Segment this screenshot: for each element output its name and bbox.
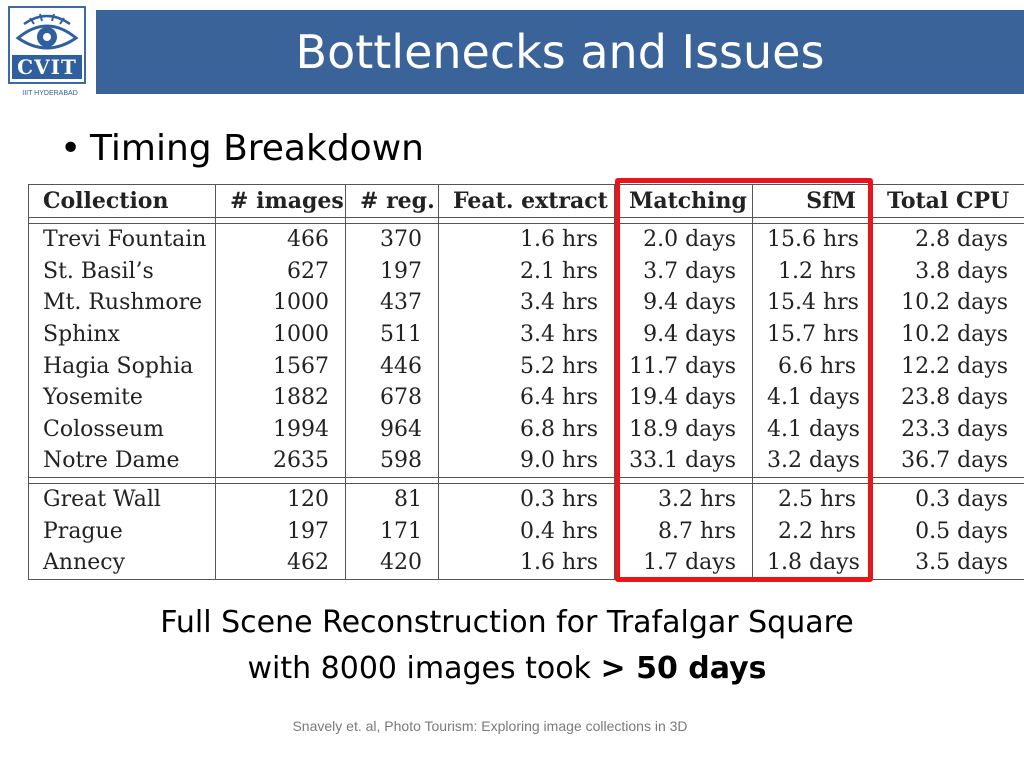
table-cell: 437 xyxy=(346,287,439,319)
collection-name-cell: Colosseum xyxy=(29,414,216,446)
collection-name-cell: St. Basil’s xyxy=(29,256,216,288)
table-row xyxy=(29,287,1024,319)
cvit-logo xyxy=(4,6,88,97)
table-cell: 19.4 days xyxy=(615,382,753,414)
table-cell: 15.7 hrs xyxy=(753,319,873,351)
table-body xyxy=(29,218,1024,580)
eye-icon xyxy=(10,10,84,60)
column-header: Feat. extract xyxy=(439,185,615,218)
table-cell: 1.6 hrs xyxy=(439,224,615,256)
table-cell: 2.5 hrs xyxy=(753,483,873,515)
column-header: Total CPU xyxy=(873,185,1024,218)
table-cell: 627 xyxy=(216,256,346,288)
table-cell: 197 xyxy=(346,256,439,288)
table-cell: 23.3 days xyxy=(873,414,1024,446)
caption-highlight-value: > 50 days xyxy=(600,651,767,686)
table-cell: 18.9 days xyxy=(615,414,753,446)
table-row xyxy=(29,483,1024,515)
collection-name-cell: Yosemite xyxy=(29,382,216,414)
table-cell: 9.4 days xyxy=(615,287,753,319)
collection-name-cell: Hagia Sophia xyxy=(29,350,216,382)
bullet-text: Timing Breakdown xyxy=(90,128,424,169)
column-header: Collection xyxy=(29,185,216,218)
table-cell: 23.8 days xyxy=(873,382,1024,414)
table-cell: 964 xyxy=(346,414,439,446)
table-cell: 370 xyxy=(346,224,439,256)
table-cell: 11.7 days xyxy=(615,350,753,382)
table-cell: 3.8 days xyxy=(873,256,1024,288)
bullet-item xyxy=(60,128,424,169)
matching-sfm-highlight xyxy=(615,178,873,582)
collection-name-cell: Mt. Rushmore xyxy=(29,287,216,319)
table-cell: 171 xyxy=(346,515,439,547)
table-cell: 1.6 hrs xyxy=(439,547,615,579)
table-cell: 466 xyxy=(216,224,346,256)
logo-subtitle: IIIT HYDERABAD xyxy=(22,90,78,97)
table-cell: 3.4 hrs xyxy=(439,319,615,351)
table-cell: 10.2 days xyxy=(873,287,1024,319)
table-row xyxy=(29,445,1024,477)
column-header: # images xyxy=(216,185,346,218)
column-header: Matching xyxy=(615,185,753,218)
citation-footer: Snavely et. al, Photo Tourism: Exploring image collections in 3D xyxy=(292,718,688,734)
table-cell: 420 xyxy=(346,547,439,579)
collection-name-cell: Trevi Fountain xyxy=(29,224,216,256)
table-row xyxy=(29,319,1024,351)
table-cell: 1.2 hrs xyxy=(753,256,873,288)
table-cell: 2635 xyxy=(216,445,346,477)
table-cell: 3.2 hrs xyxy=(615,483,753,515)
caption-line-2 xyxy=(0,646,1014,692)
table-cell: 4.1 days xyxy=(753,414,873,446)
column-header: # reg. xyxy=(346,185,439,218)
collection-name-cell: Great Wall xyxy=(29,483,216,515)
table-cell: 8.7 hrs xyxy=(615,515,753,547)
table-cell: 2.0 days xyxy=(615,224,753,256)
table-row xyxy=(29,414,1024,446)
table-cell: 0.3 hrs xyxy=(439,483,615,515)
table-cell: 1.8 days xyxy=(753,547,873,579)
title-bar xyxy=(96,10,1024,94)
table-cell: 3.2 days xyxy=(753,445,873,477)
caption-line-1: Full Scene Reconstruction for Trafalgar Square xyxy=(160,605,854,640)
caption-line-2-text: with 8000 images took xyxy=(247,651,601,686)
table-cell: 12.2 days xyxy=(873,350,1024,382)
table-cell: 1882 xyxy=(216,382,346,414)
logo-text: CVIT xyxy=(12,55,82,79)
column-header: SfM xyxy=(753,185,873,218)
slide-title: Bottlenecks and Issues xyxy=(295,25,825,79)
table-cell: 1567 xyxy=(216,350,346,382)
timing-table xyxy=(28,184,1024,580)
table-cell: 0.3 days xyxy=(873,483,1024,515)
table-row xyxy=(29,256,1024,288)
table-cell: 598 xyxy=(346,445,439,477)
table-cell: 120 xyxy=(216,483,346,515)
table-cell: 1994 xyxy=(216,414,346,446)
table-header-row xyxy=(29,185,1024,218)
table-cell: 3.7 days xyxy=(615,256,753,288)
table-cell: 9.0 hrs xyxy=(439,445,615,477)
table-cell: 15.4 hrs xyxy=(753,287,873,319)
table-cell: 9.4 days xyxy=(615,319,753,351)
table-cell: 2.8 days xyxy=(873,224,1024,256)
table-row xyxy=(29,350,1024,382)
table-cell: 2.2 hrs xyxy=(753,515,873,547)
table-cell: 15.6 hrs xyxy=(753,224,873,256)
table-cell: 3.5 days xyxy=(873,547,1024,579)
table-row xyxy=(29,382,1024,414)
caption xyxy=(0,600,1014,692)
table-cell: 197 xyxy=(216,515,346,547)
table-cell: 0.4 hrs xyxy=(439,515,615,547)
collection-name-cell: Sphinx xyxy=(29,319,216,351)
table-cell: 6.6 hrs xyxy=(753,350,873,382)
bullet-dot: • xyxy=(60,128,82,169)
table-cell: 511 xyxy=(346,319,439,351)
table-cell: 3.4 hrs xyxy=(439,287,615,319)
table-cell: 1.7 days xyxy=(615,547,753,579)
table-cell: 2.1 hrs xyxy=(439,256,615,288)
logo-frame xyxy=(8,6,86,84)
table-cell: 0.5 days xyxy=(873,515,1024,547)
table-cell: 1000 xyxy=(216,319,346,351)
table-cell: 6.4 hrs xyxy=(439,382,615,414)
table-cell: 678 xyxy=(346,382,439,414)
table-cell: 10.2 days xyxy=(873,319,1024,351)
collection-name-cell: Annecy xyxy=(29,547,216,579)
table-cell: 33.1 days xyxy=(615,445,753,477)
collection-name-cell: Notre Dame xyxy=(29,445,216,477)
table-cell: 446 xyxy=(346,350,439,382)
table-cell: 36.7 days xyxy=(873,445,1024,477)
timing-table-container xyxy=(28,184,1024,576)
table-cell: 81 xyxy=(346,483,439,515)
table-row xyxy=(29,515,1024,547)
collection-name-cell: Prague xyxy=(29,515,216,547)
table-cell: 462 xyxy=(216,547,346,579)
table-cell: 6.8 hrs xyxy=(439,414,615,446)
table-cell: 5.2 hrs xyxy=(439,350,615,382)
table-cell: 4.1 days xyxy=(753,382,873,414)
table-row xyxy=(29,547,1024,579)
table-row xyxy=(29,224,1024,256)
table-cell: 1000 xyxy=(216,287,346,319)
